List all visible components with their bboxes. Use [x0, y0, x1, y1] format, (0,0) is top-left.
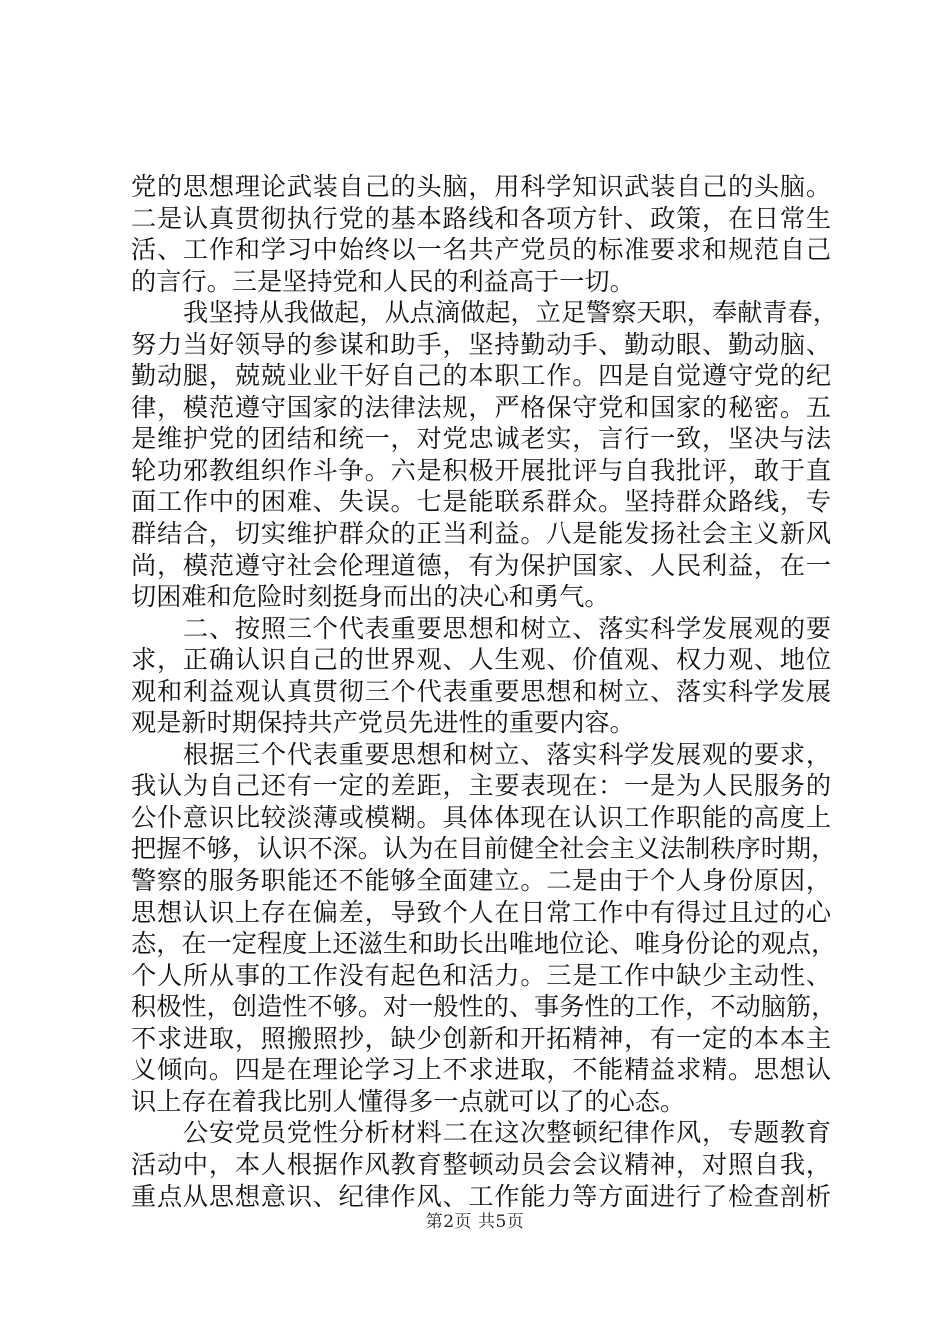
text-line: 观是新时期保持共产党员先进性的重要内容。 [131, 708, 635, 738]
text-line: 面工作中的困难、失误。七是能联系群众。坚持群众路线，专 [131, 487, 831, 517]
paragraph-first-line: 公安党员党性分析材料二在这次整顿纪律作风，专题教育 [183, 1118, 831, 1148]
paragraph-first-line: 我坚持从我做起，从点滴做起，立足警察天职，奉献青春， [183, 298, 838, 328]
text-line: 活、工作和学习中始终以一名共产党员的标准要求和规范自己 [131, 235, 831, 265]
text-line: 识上存在着我比别人懂得多一点就可以了的心态。 [131, 1086, 686, 1116]
text-line: 思想认识上存在偏差，导致个人在日常工作中有得过且过的心 [131, 897, 831, 927]
text-line: 的言行。三是坚持党和人民的利益高于一切。 [131, 266, 635, 296]
text-line: 是维护党的团结和统一，对党忠诚老实，言行一致，坚决与法 [131, 424, 831, 454]
text-line: 态，在一定程度上还滋生和助长出唯地位论、唯身份论的观点， [131, 929, 837, 959]
text-line: 义倾向。四是在理论学习上不求进取，不能精益求精。思想认 [131, 1055, 831, 1085]
text-line: 我认为自己还有一定的差距，主要表现在：一是为人民服务的 [131, 771, 831, 801]
text-line: 把握不够，认识不深。认为在目前健全社会主义法制秩序时期， [131, 834, 837, 864]
text-line: 个人所从事的工作没有起色和活力。三是工作中缺少主动性、 [131, 960, 831, 990]
text-line: 切困难和危险时刻挺身而出的决心和勇气。 [131, 582, 610, 612]
text-line: 党的思想理论武装自己的头脑，用科学知识武装自己的头脑。 [131, 172, 831, 201]
text-line: 群结合，切实维护群众的正当利益。八是能发扬社会主义新风 [131, 519, 831, 549]
text-line: 重点从思想意识、纪律作风、工作能力等方面进行了检查剖析 [131, 1181, 831, 1211]
document-body [131, 171, 838, 1212]
paragraph-first-line: 根据三个代表重要思想和树立、落实科学发展观的要求， [183, 739, 831, 769]
text-line: 观和利益观认真贯彻三个代表重要思想和树立、落实科学发展 [131, 676, 831, 706]
text-line: 努力当好领导的参谋和助手，坚持勤动手、勤动眼、勤动脑、 [131, 329, 831, 359]
text-line: 公仆意识比较淡薄或模糊。具体体现在认识工作职能的高度上 [131, 802, 831, 832]
text-line: 勤动腿，兢兢业业干好自己的本职工作。四是自觉遵守党的纪 [131, 361, 831, 391]
text-line: 二是认真贯彻执行党的基本路线和各项方针、政策，在日常生 [131, 203, 831, 233]
text-line: 求，正确认识自己的世界观、人生观、价值观、权力观、地位 [131, 645, 831, 675]
text-line: 活动中，本人根据作风教育整顿动员会会议精神，对照自我， [131, 1149, 831, 1179]
paragraph-first-line: 二、按照三个代表重要思想和树立、落实科学发展观的要 [183, 613, 831, 643]
text-line: 轮功邪教组织作斗争。六是积极开展批评与自我批评，敢于直 [131, 455, 831, 485]
text-line: 律，模范遵守国家的法律法规，严格保守党和国家的秘密。五 [131, 392, 831, 422]
page-number-footer: 第2页 共5页 [425, 1212, 525, 1232]
text-line: 警察的服务职能还不能够全面建立。二是由于个人身份原因， [131, 866, 831, 896]
text-line: 积极性，创造性不够。对一般性的、事务性的工作，不动脑筋， [131, 992, 837, 1022]
text-line: 不求进取，照搬照抄，缺少创新和开拓精神，有一定的本本主 [131, 1023, 831, 1053]
text-line: 尚，模范遵守社会伦理道德，有为保护国家、人民利益，在一 [131, 550, 831, 580]
